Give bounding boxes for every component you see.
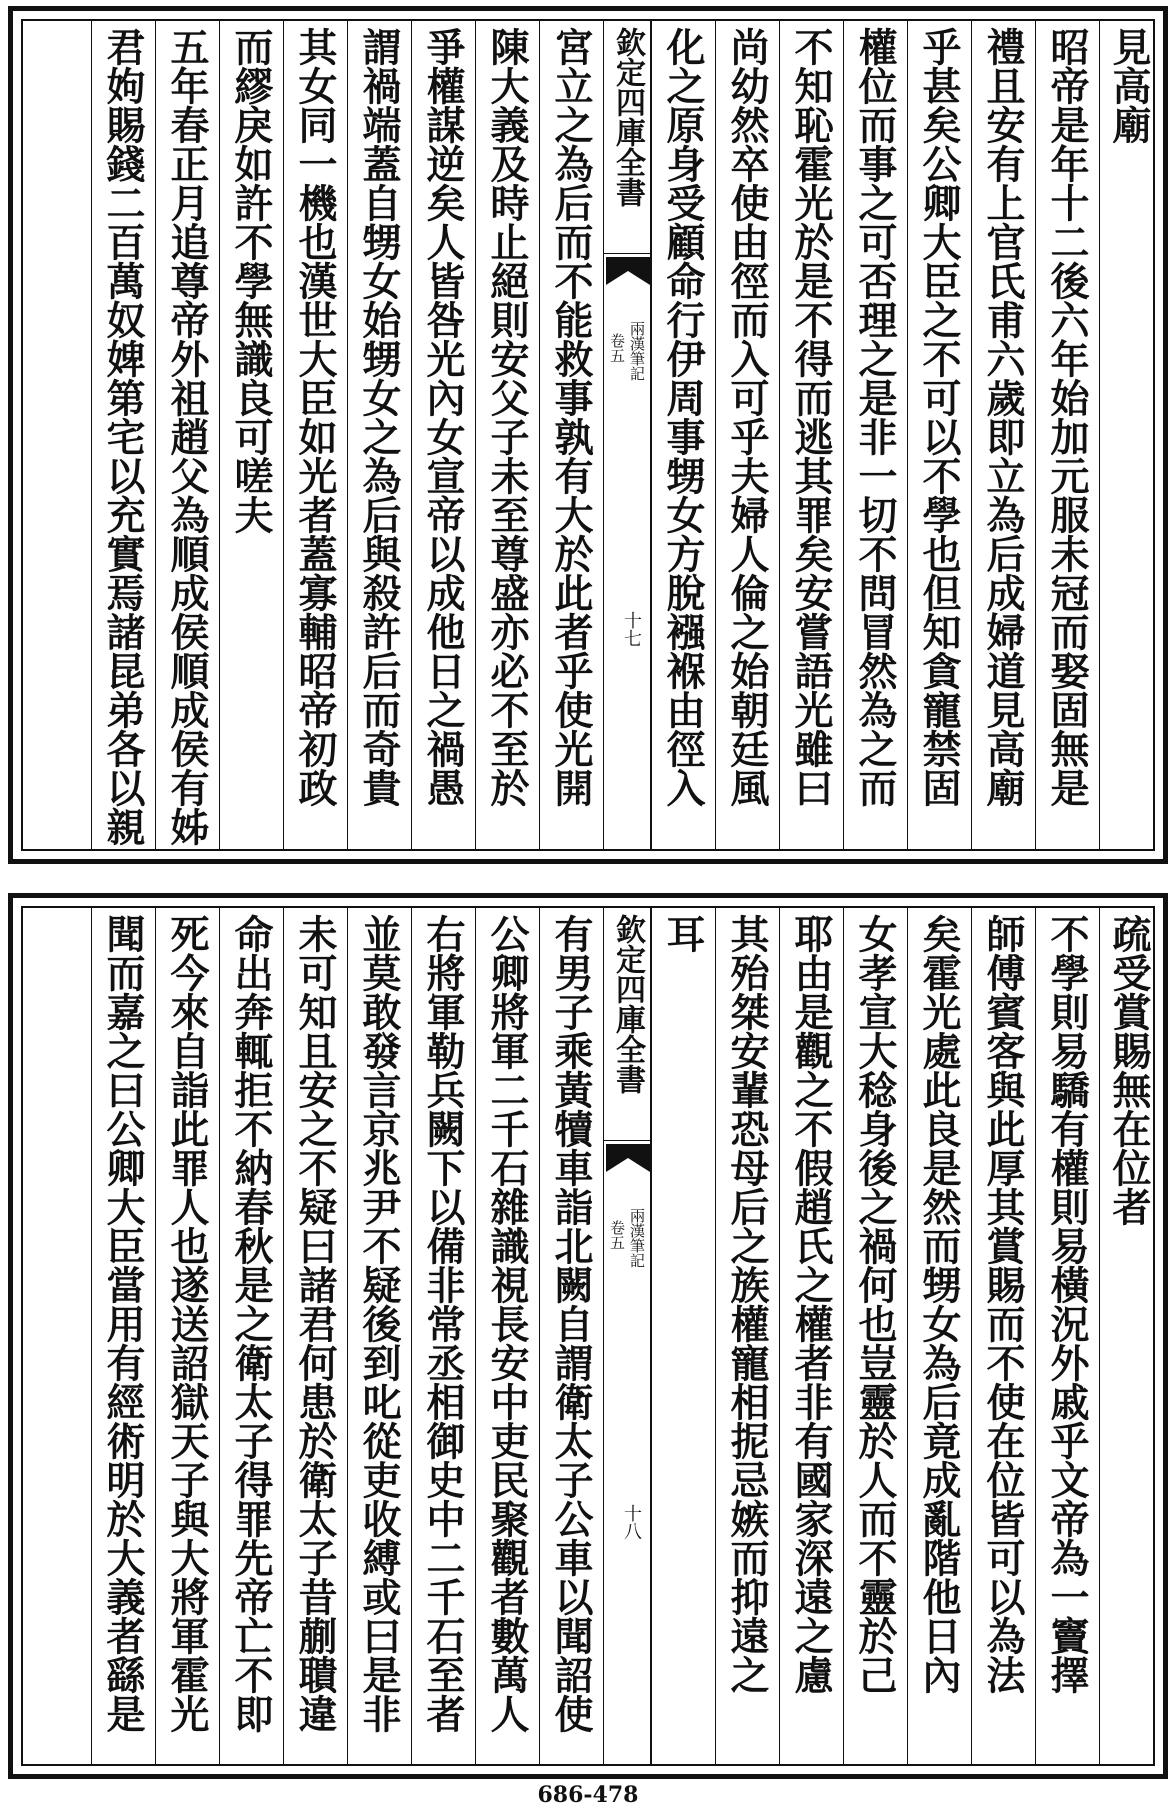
column-text: 昭帝是年十二後六年始加元服未冠而娶固無是 (1044, 27, 1090, 807)
title-box-rule (604, 1140, 650, 1141)
column-text: 矣霍光處此良是然而甥女為后竟成亂階他日內 (916, 914, 962, 1694)
column-text: 權位而事之可否理之是非一切不問冒然為之而 (852, 27, 898, 807)
column-text: 其殆桀安輩恐母后之族權寵相抳忌嫉而抑遠之 (724, 914, 770, 1694)
column-text: 疏受賞賜無在位者 (1106, 914, 1152, 1226)
center-fold-bottom (603, 908, 651, 1764)
column-bottom-r2 (1035, 908, 1099, 1764)
column-bottom-l3 (411, 908, 475, 1764)
column-text: 有男子乘黃犢車詣北闕自謂衛太子公車以聞詔使 (548, 914, 594, 1733)
volume-note: 卷五 (608, 1220, 626, 1250)
column-bottom-r6 (779, 908, 843, 1764)
column-text: 不知恥霍光於是不得而逃其罪矣安嘗語光雖曰 (788, 27, 834, 807)
page-number: 686-478 (537, 1782, 639, 1808)
column-text: 宮立之為后而不能救事孰有大於此者乎使光開 (548, 27, 594, 807)
column-text: 並莫敢發言京兆尹不疑後到叱從吏收縛或曰是非 (356, 914, 402, 1733)
book-title-note: 兩漢筆記 (628, 321, 646, 381)
volume-note: 卷五 (608, 333, 626, 363)
column-top-l1 (539, 21, 603, 849)
column-top-r3 (971, 21, 1035, 849)
column-text: 右將軍勒兵闕下以備非常丞相御史中二千石至者 (420, 914, 466, 1733)
column-text: 陳大義及時止絕則安父子未至尊盛亦必不至於 (484, 27, 530, 807)
column-text: 禮且安有上官氏甫六歲即立為后成婦道見高廟 (980, 27, 1026, 807)
column-text: 師傅賓客與此厚其賞賜而不使在位皆可以為法 (980, 914, 1026, 1694)
column-top-l2 (475, 21, 539, 849)
column-top-l9 (23, 21, 91, 849)
column-top-r8 (651, 21, 715, 849)
column-text: 未可知且安之不疑曰諸君何患於衛太子昔蒯聵違 (292, 914, 338, 1733)
column-text: 女孝宣大稔身後之禍何也豈靈於人而不靈於己 (852, 914, 898, 1694)
column-bottom-r5 (843, 908, 907, 1764)
column-bottom-r7 (715, 908, 779, 1764)
column-bottom-r4 (907, 908, 971, 1764)
column-bottom-l1 (539, 908, 603, 1764)
folio-number: 十七 (621, 611, 642, 647)
page-top-frame (21, 19, 1155, 851)
column-text: 見高廟 (1106, 27, 1152, 144)
column-text: 君姁賜錢二百萬奴婢第宅以充實焉諸昆弟各以親 (100, 27, 146, 846)
column-top-l3 (411, 21, 475, 849)
column-top-r2 (1035, 21, 1099, 849)
column-top-r1 (1099, 21, 1161, 849)
column-text: 耳 (660, 914, 706, 953)
column-text: 尚幼然卒使由徑而入可乎夫婦人倫之始朝廷風 (724, 27, 770, 807)
column-text: 謂禍端蓋自甥女始甥女之為后與殺許后而奇貴 (356, 27, 402, 807)
column-text: 而繆戾如許不學無識良可嗟夫 (228, 27, 274, 534)
column-text: 其女同一機也漢世大臣如光者蓋寡輔昭帝初政 (292, 27, 338, 807)
column-text: 爭權謀逆矣人皆咎光內女宣帝以成他日之禍愚 (420, 27, 466, 807)
title-box-rule (604, 253, 650, 254)
column-bottom-l5 (283, 908, 347, 1764)
column-top-l5 (283, 21, 347, 849)
center-title: 欽定四庫全書 (610, 27, 645, 207)
column-text: 化之原身受顧命行伊周事甥女方脫襁褓由徑入 (660, 27, 706, 807)
column-text: 五年春正月追尊帝外祖趙父為順成侯順成侯有姊 (164, 27, 210, 846)
fishtail-mark (606, 257, 650, 287)
column-top-r6 (779, 21, 843, 849)
column-top-l4 (347, 21, 411, 849)
page-bottom (8, 893, 1168, 1779)
column-text: 死今來自詣此罪人也遂送詔獄天子與大將軍霍光 (164, 914, 210, 1733)
fishtail-mark (606, 1144, 650, 1174)
column-text: 乎甚矣公卿大臣之不可以不學也但知貪寵禁固 (916, 27, 962, 807)
folio-number: 十八 (621, 1504, 642, 1540)
column-bottom-l8 (91, 908, 155, 1764)
column-top-r7 (715, 21, 779, 849)
column-bottom-l4 (347, 908, 411, 1764)
column-bottom-r1 (1099, 908, 1161, 1764)
book-title-note: 兩漢筆記 (628, 1208, 646, 1268)
column-text: 耶由是觀之不假趙氏之權者非有國家深遠之慮 (788, 914, 834, 1694)
center-fold-top (603, 21, 651, 849)
column-text: 聞而嘉之曰公卿大臣當用有經術明於大義者繇是 (100, 914, 146, 1733)
column-top-l8 (91, 21, 155, 849)
column-top-l7 (155, 21, 219, 849)
column-bottom-l6 (219, 908, 283, 1764)
center-title: 欽定四庫全書 (610, 914, 645, 1094)
column-text: 命出奔輒拒不納春秋是之衛太子得罪先帝亡不即 (228, 914, 274, 1733)
column-bottom-l7 (155, 908, 219, 1764)
column-bottom-l2 (475, 908, 539, 1764)
page-top (8, 6, 1168, 864)
column-text: 公卿將軍二千石雜識視長安中吏民聚觀者數萬人 (484, 914, 530, 1733)
page-bottom-frame (21, 906, 1155, 1766)
column-top-r4 (907, 21, 971, 849)
column-bottom-l9 (23, 908, 91, 1764)
column-bottom-r8 (651, 908, 715, 1764)
column-text: 不學則易驕有權則易橫況外戚乎文帝為一竇擇 (1044, 914, 1090, 1694)
column-bottom-r3 (971, 908, 1035, 1764)
column-top-r5 (843, 21, 907, 849)
column-top-l6 (219, 21, 283, 849)
